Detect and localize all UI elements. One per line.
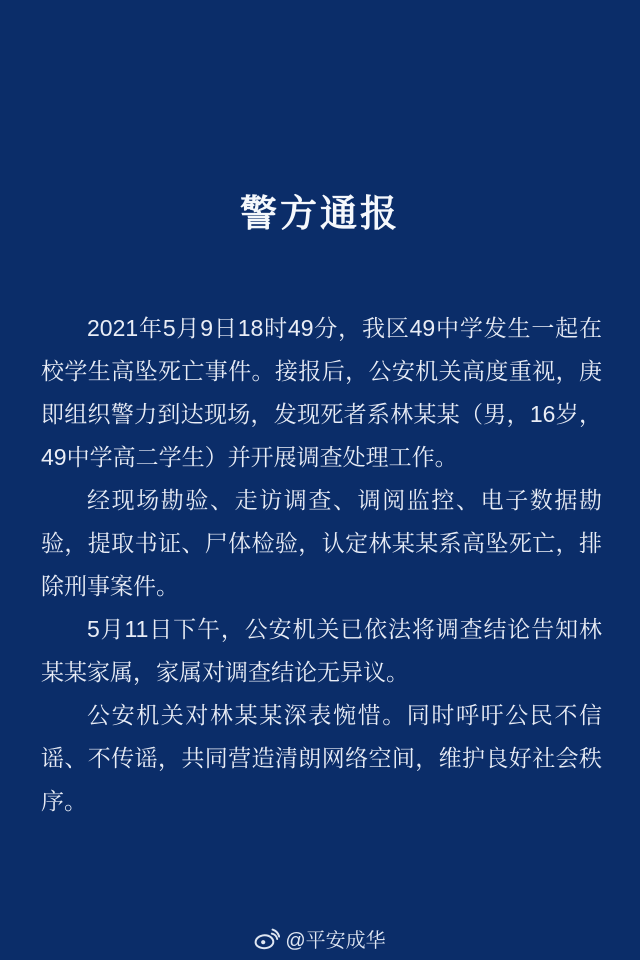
notice-paragraph-2: 经现场勘验、走访调查、调阅监控、电子数据勘验，提取书证、尸体检验，认定林某某系高坠死亡，排除刑事案件。 [41, 487, 602, 599]
notice-paragraph-4: 公安机关对林某某深表惋惜。同时呼吁公民不信谣、不传谣，共同营造清朗网络空间，维护良好社会秩序。 [41, 702, 602, 814]
notice-title: 警方通报 [240, 193, 400, 234]
watermark [0, 924, 640, 953]
weibo-handle: @平安成华 [285, 930, 386, 952]
notice-paragraph-3: 5月11日下午，公安机关已依法将调查结论告知林某某家属，家属对调查结论无异议。 [41, 616, 602, 685]
weibo-icon [254, 928, 280, 950]
notice-body [41, 307, 602, 823]
notice-paragraph-1: 2021年5月9日18时49分，我区49中学发生一起在校学生高坠死亡事件。接报后，公安机关高度重视，庚即组织警力到达现场，发现死者系林某某（男，16岁，49中学高二学生）并开展调查处理工作。 [41, 315, 602, 470]
